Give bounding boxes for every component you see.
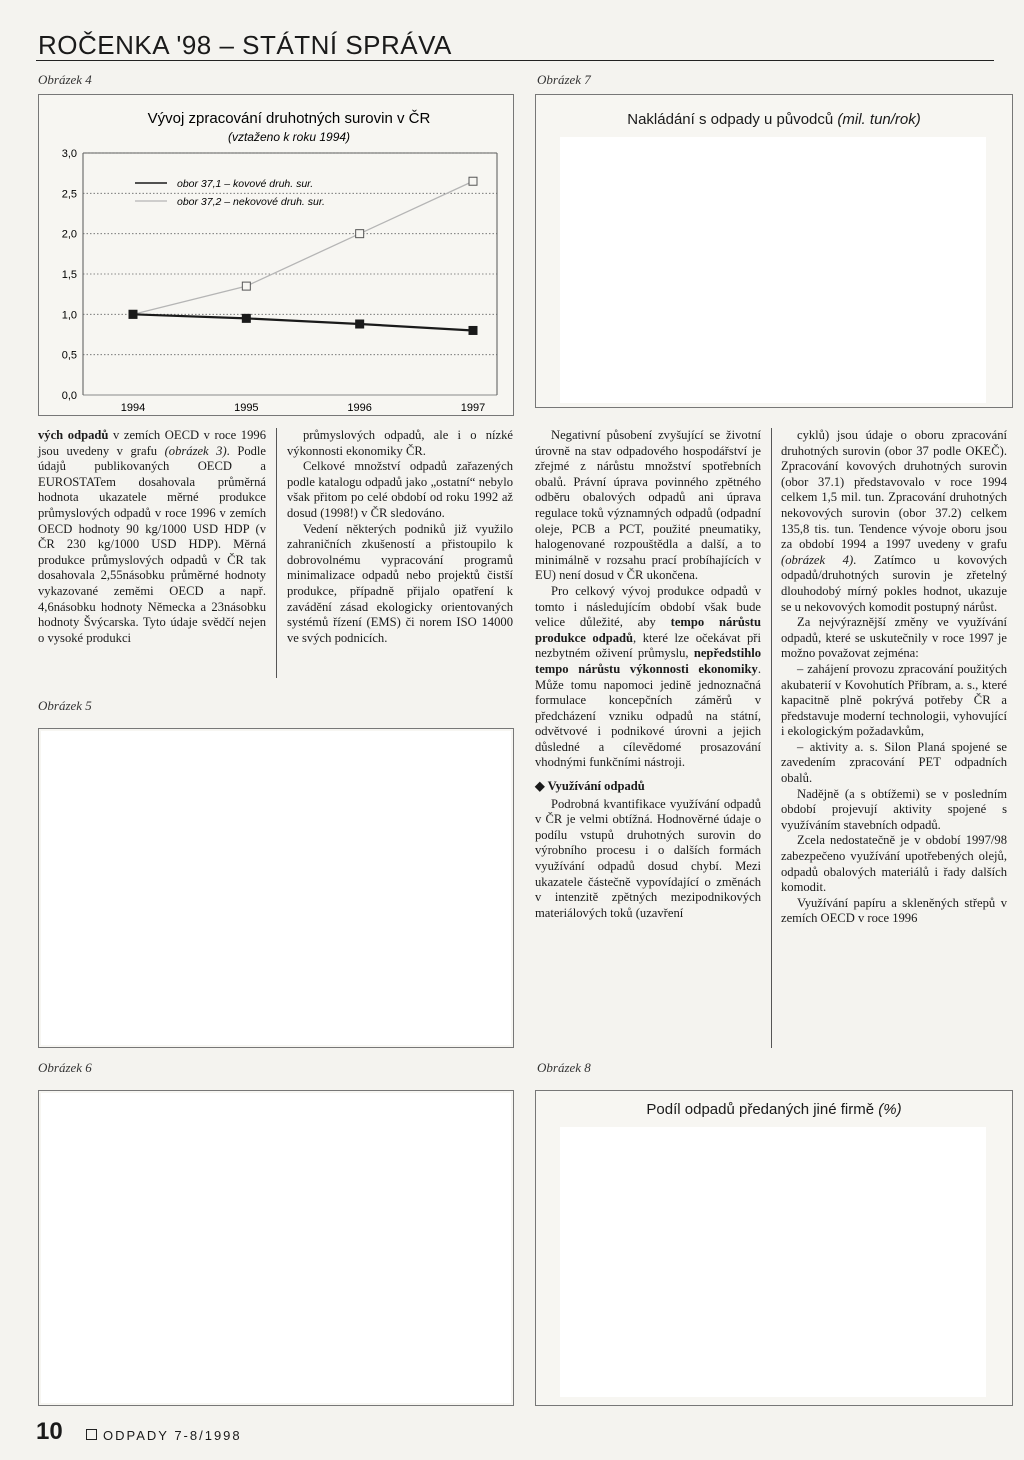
paragraph: Celkové množství odpadů zařazených podle katalogu odpadů jako „ostatní“ nebylo však přitom po celé období od roku 1992 až dosud (1998!) v ČR sledováno. [287,459,513,520]
y-tick-label: 1,5 [61,269,77,281]
section-heading: ◆ Využívání odpadů [535,779,645,794]
text-column-1 [38,428,266,646]
figure-4-line-chart [39,95,513,415]
figure-8-title: Podíl odpadů předaných jiné firmě [646,1101,875,1118]
figure-8-caption: Obrázek 8 [537,1060,591,1075]
page-number: 10 [36,1418,63,1445]
magazine-issue-text: ODPADY 7-8/1998 [103,1428,242,1443]
figure-7-caption: Obrázek 7 [537,72,591,87]
text-column-3 [535,428,761,921]
paragraph: Nadějně (a s obtížemi) se v posledním období projevují aktivity spojené s využíváním stavebních odpadů. [781,786,1007,832]
data-point-marker [469,177,477,185]
figure-7-title: Nakládání s odpady u původců [627,111,834,128]
paragraph: Podrobná kvantifikace využívání odpadů v ČR je velmi obtížná. Hodnověrné údaje o podílu vstupů druhotných surovin do výrobního procesu i o dalších formách využívání odpadů dosud chybí. Mezi ukazatele částečně vypovídající o změnách v intenzitě zpětných mezipodnikových materiálových toků (uzavření [535,796,761,920]
y-tick-label: 0,5 [61,349,77,362]
data-point-marker [129,310,137,318]
x-tick-label: 1997 [460,402,486,414]
series-line [133,314,473,330]
figure-8-unit: (%) [878,1101,902,1118]
paragraph: Zcela nedostatečně je v období 1997/98 zabezpečeno využívání upotřebených olejů, odpadů obalových materiálů i řady dalších komodit. [781,833,1007,895]
x-tick-label: 1996 [347,402,372,414]
figure-8-title-row [536,1101,1012,1118]
paragraph: průmyslových odpadů, ale i o nízké výkonnosti ekonomiky ČR. [287,428,513,458]
data-point-marker [356,230,364,238]
figure-7-frame [535,94,1013,408]
square-bullet-icon [86,1429,97,1440]
data-point-marker [469,326,477,334]
figure-4-caption: Obrázek 4 [38,72,92,87]
data-point-marker [242,314,250,322]
text-column-2 [287,428,513,646]
paragraph: – zahájení provozu zpracování použitých akubaterií v Kovohutích Příbram, a. s., které kapacitně plně pokrývá potřeby ČR a představuje moderní technologii, vyhovující i ekologickým požadavkům, [781,661,1007,739]
paragraph: Vedení některých podniků již využilo zahraničních zkušeností a přistoupilo k dobrovolnému vypracování programů minimalizace odpadů nebo projektů čistší produkce, případně přijalo opatření k zavádění zásad ekologicky orientovaných systémů řízení (EMS) či norem ISO 14000 ve svých podnicích. [287,521,513,645]
paragraph: – aktivity a. s. Silon Planá spojené se zavedením zpracování PET odpadních obalů. [781,739,1007,786]
figure-7-plot-area [560,137,986,403]
text-column-4 [781,428,1007,927]
x-tick-label: 1995 [234,402,259,414]
paragraph: Za nejvýraznější změny ve využívání odpadů, které se uskutečnily v roce 1997 je možno považovat zejména: [781,615,1007,661]
data-point-marker [356,320,364,328]
column-rule-1 [276,428,277,678]
legend-label: obor 37,1 – kovové druh. sur. [177,178,314,190]
figure-6-caption: Obrázek 6 [38,1060,92,1075]
column-rule-2 [771,428,772,1048]
paragraph: Pro celkový vývoj produkce odpadů v tomto i následujícím období však bude velice důležité, aby tempo nárůstu produkce odpadů, které lze očekávat při nezbytném oživení průmyslu, nepředstihlo tempo nárůstu výkonnosti ekonomiky. Může tomu napomoci jedině jednoznačná formulace koncepčních záměrů v předcházení vzniku odpadů na státní, odvětvové i podnikové úrovni a jejich důsledné a cílevědomé prosazování vhodnými funkčními nástroji. [535,583,762,770]
page-header-title: ROČENKA '98 – STÁTNÍ SPRÁVA [38,30,452,60]
paragraph: cyklů) jsou údaje o oboru zpracování druhotných surovin (obor 37 podle OKEČ). Zpracování kovových druhotných surovin (obor 37.1) představovalo v roce 1994 celkem 1,5 mil. tun. Zpracování druhotných nekovových surovin (obor 37.2) celkem 135,8 tis. tun. Tendence vývoje oboru jsou za období 1994 a 1997 uvedeny v grafu (obrázek 4). Zatímco u kovových odpadů/druhotných surovin je zřetelný dlouhodobý mírný pokles hodnot, ukazuje se u nekovových komodit postupný nárůst. [781,428,1007,614]
data-point-marker [242,282,250,290]
figure-8-plot-area [560,1127,986,1397]
figure-6-plot-area [41,1093,511,1403]
figure-8-frame [535,1090,1013,1406]
y-tick-label: 2,5 [61,188,77,201]
chart-title: Vývoj zpracování druhotných surovin v ČR [147,110,431,127]
header-rule [36,60,994,61]
y-tick-label: 3,0 [61,148,77,160]
magazine-issue [86,1428,242,1443]
y-tick-label: 2,0 [61,228,77,241]
x-tick-label: 1994 [120,402,146,414]
figure-7-unit: (mil. tun/rok) [837,111,921,128]
chart-subtitle: (vztaženo k roku 1994) [227,130,351,144]
legend-label: obor 37,2 – nekovové druh. sur. [177,196,325,208]
figure-7-title-row [536,111,1012,128]
paragraph: vých odpadů v zemích OECD v roce 1996 jsou uvedeny v grafu (obrázek 3). Podle údajů publikovaných OECD a EUROSTATem dosahovala průměrná hodnota ukazatele měrné produkce průmyslových odpadů v roce 1996 v zemích OECD hodnoty 90 kg/1000 USD HDP (v ČR 230 kg/1000 USD HDP). Měrná produkce průmyslových odpadů v ČR tak dosahovala 2,55násobku průměrné hodnoty vykazované zeměmi OECD a např. 4,6násobku hodnoty Německa a 23násobku hodnoty Švýcarska. Tyto údaje svědčí nejen o vysoké produkci [38,428,267,645]
figure-5-caption: Obrázek 5 [38,698,92,713]
figure-5-frame [38,728,514,1048]
figure-5-plot-area [41,731,511,1045]
y-tick-label: 1,0 [61,309,77,322]
figure-6-frame [38,1090,514,1406]
y-tick-label: 0,0 [61,390,77,402]
figure-4-frame [38,94,514,416]
paragraph: Negativní působení zvyšující se životní úrovně na stav odpadového hospodářství je zřejmé z nárůstu množství spotřebních obalů. Právní úprava povinného zpětného odběru obalových odpadů ani úprava regulace toků významných odpadů (odpadní oleje, PCB a PCT, použité pneumatiky, halogenované rozpouštědla a další, a to minimálně v rozsahu prací probíhajících v EU) není dosud v ČR ukončena. [535,428,761,583]
paragraph: Využívání papíru a skleněných střepů v zemích OECD v roce 1996 [781,895,1007,926]
